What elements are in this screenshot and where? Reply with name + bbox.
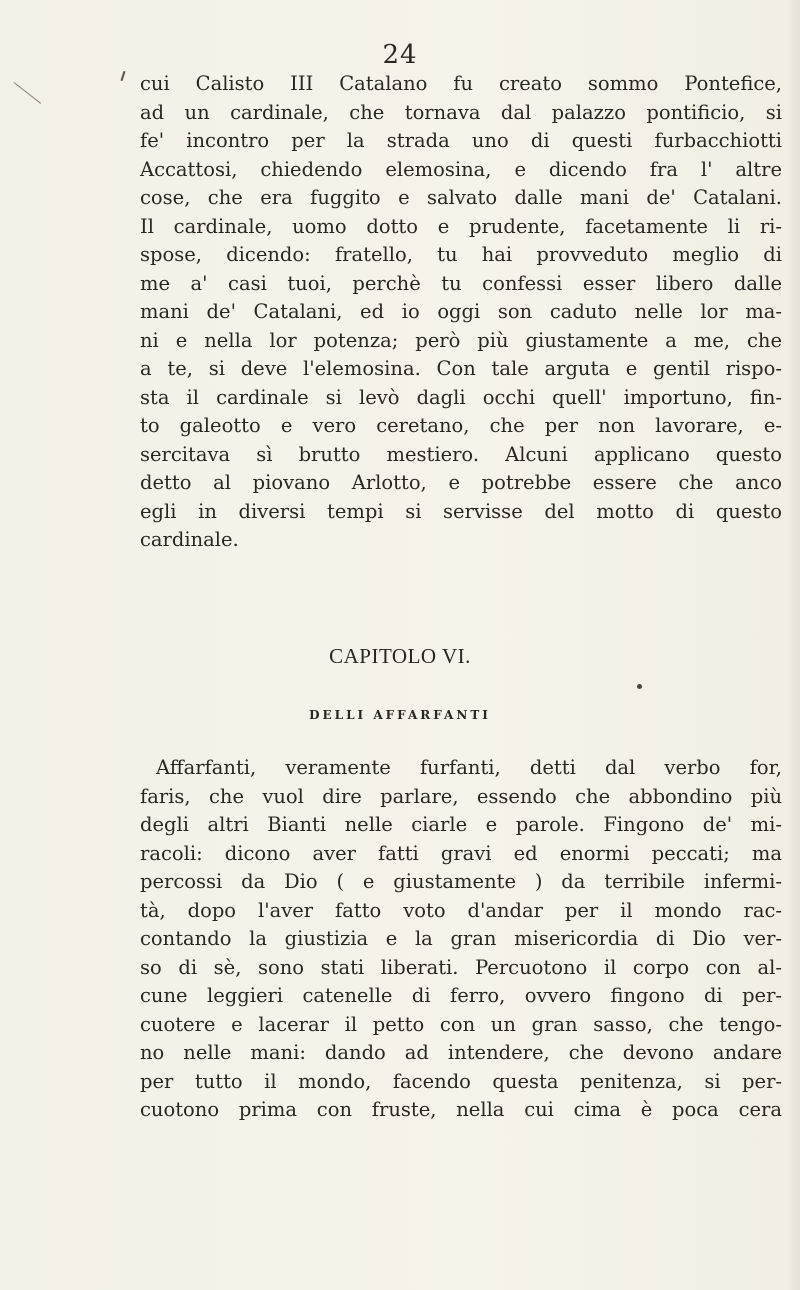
- text-line: cuotono prima con fruste, nella cui cima è poca cera: [140, 1098, 782, 1121]
- margin-tick-mark: [121, 71, 126, 81]
- paragraph-affarfanti: [140, 754, 782, 1125]
- text-line: per tutto il mondo, facendo questa penitenza, si per-: [140, 1069, 782, 1093]
- text-line: cune leggieri catenelle di ferro, ovvero fingono di per-: [140, 984, 782, 1007]
- text-line: cose, che era fuggito e salvato dalle mani de' Catalani.: [140, 186, 782, 209]
- text-line: a te, si deve l'elemosina. Con tale arguta e gentil rispo-: [140, 357, 782, 380]
- text-line: ni e nella lor potenza; però più giustamente a me, che: [140, 328, 782, 352]
- text-line: Il cardinale, uomo dotto e prudente, facetamente li ri-: [140, 214, 782, 238]
- text-line: egli in diversi tempi si servisse del motto di questo: [140, 499, 782, 523]
- chapter-subtitle: DELLI AFFARFANTI: [309, 708, 491, 722]
- text-line: so di sè, sono stati liberati. Percuotono il corpo con al-: [140, 955, 782, 979]
- text-line: Accattosi, chiedendo elemosina, e dicendo fra l' altre: [140, 157, 782, 181]
- ink-dot: [637, 684, 642, 689]
- text-line: mani de' Catalani, ed io oggi son caduto nelle lor ma-: [140, 300, 782, 323]
- text-line: degli altri Bianti nelle ciarle e parole. Fingono de' mi-: [140, 813, 782, 836]
- text-line: cuotere e lacerar il petto con un gran sasso, che tengo-: [140, 1012, 782, 1036]
- text-line: no nelle mani: dando ad intendere, che devono andare: [140, 1041, 782, 1064]
- text-line: cardinale.: [140, 528, 239, 551]
- chapter-title: CAPITOLO VI.: [329, 644, 471, 668]
- text-line: ad un cardinale, che tornava dal palazzo pontificio, si: [140, 100, 782, 124]
- text-line: sta il cardinale si levò dagli occhi quell' importuno, fin-: [140, 385, 782, 409]
- text-line: racoli: dicono aver fatti gravi ed enormi peccati; ma: [140, 841, 782, 865]
- paragraph-continued: [140, 70, 782, 555]
- text-line: sercitava sì brutto mestiero. Alcuni applicano questo: [140, 442, 782, 466]
- text-line: to galeotto e vero ceretano, che per non lavorare, e-: [140, 414, 782, 437]
- text-line: percossi da Dio ( e giustamente ) da terribile infermi-: [140, 870, 782, 893]
- margin-pencil-stroke: [14, 82, 41, 104]
- text-line: tà, dopo l'aver fatto voto d'andar per il mondo rac-: [140, 898, 782, 922]
- page-number: 24: [382, 40, 418, 70]
- text-line: spose, dicendo: fratello, tu hai provveduto meglio di: [140, 243, 782, 266]
- text-line: me a' casi tuoi, perchè tu confessi esser libero dalle: [140, 271, 782, 295]
- text-line: cui Calisto III Catalano fu creato sommo Pontefice,: [140, 72, 782, 95]
- text-line: contando la giustizia e la gran misericordia di Dio ver-: [140, 927, 782, 950]
- text-line: Affarfanti, veramente furfanti, detti dal verbo for,: [156, 756, 782, 779]
- text-line: detto al piovano Arlotto, e potrebbe essere che anco: [140, 471, 782, 494]
- text-line: fe' incontro per la strada uno di questi furbacchiotti: [140, 129, 782, 152]
- text-line: faris, che vuol dire parlare, essendo che abbondino più: [140, 784, 782, 808]
